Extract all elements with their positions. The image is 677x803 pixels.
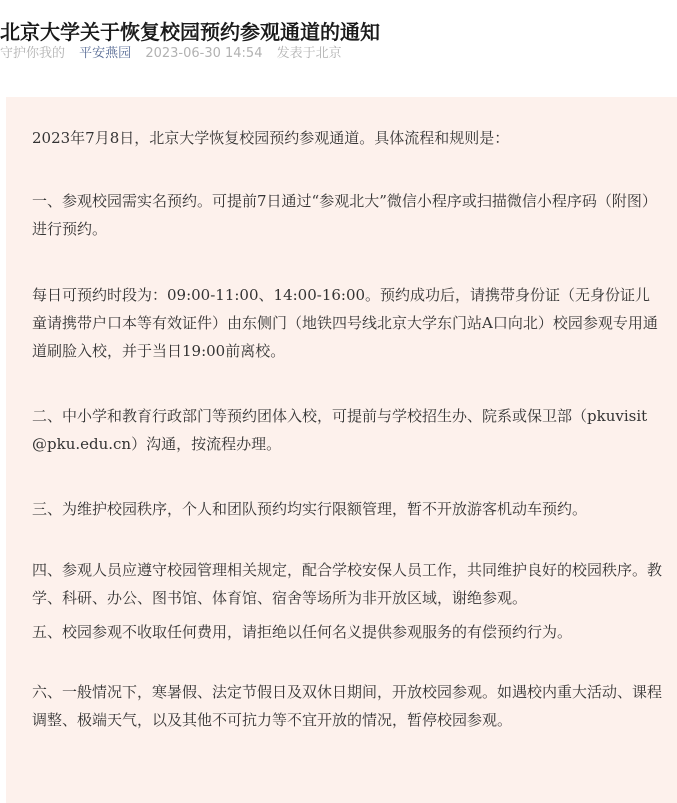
meta-datetime: 2023-06-30 14:54 [145,46,263,61]
article-body [6,97,677,803]
paragraph-rule-3: 三、为维护校园秩序，个人和团队预约均实行限额管理，暂不开放游客机动车预约。 [32,500,588,518]
paragraph-rule-2: 二、中小学和教育行政部门等预约团体入校，可提前与学校招生办、院系或保卫部（pkuvisit@pku.edu.cn）沟通，按流程办理。 [32,407,648,453]
paragraph-rule-4: 四、参观人员应遵守校园管理相关规定，配合学校安保人员工作，共同维护良好的校园秩序。教学、科研、办公、图书馆、体育馆、宿舍等场所为非开放区域，谢绝参观。 [32,561,663,607]
meta-location: 发表于北京 [276,46,342,61]
paragraph-rule-6: 六、一般情况下，寒暑假、法定节假日及双休日期间，开放校园参观。如遇校内重大活动、课程调整、极端天气，以及其他不可抗力等不宜开放的情况，暂停校园参观。 [32,683,663,729]
meta-source-link[interactable]: 平安燕园 [79,46,132,61]
paragraph-rule-1: 一、参观校园需实名预约。可提前7日通过“参观北大”微信小程序或扫描微信小程序码（附图）进行预约。 [32,192,657,238]
paragraph-date-intro: 2023年7月8日，北京大学恢复校园预约参观通道。具体流程和规则是： [32,129,510,147]
paragraph-time-slots: 每日可预约时段为：09:00-11:00、14:00-16:00。预约成功后，请携带身份证（无身份证儿童请携带户口本等有效证件）由东侧门（地铁四号线北京大学东门站A口向北）校园参观专用通道刷脸入校，并于当日19:00前离校。 [32,286,658,360]
meta-tagline: 守护你我的 [0,46,66,61]
article-title: 北京大学关于恢复校园预约参观通道的通知 [0,20,380,45]
paragraph-rule-5: 五、校园参观不收取任何费用，请拒绝以任何名义提供参观服务的有偿预约行为。 [32,623,573,641]
article-meta [0,45,352,63]
